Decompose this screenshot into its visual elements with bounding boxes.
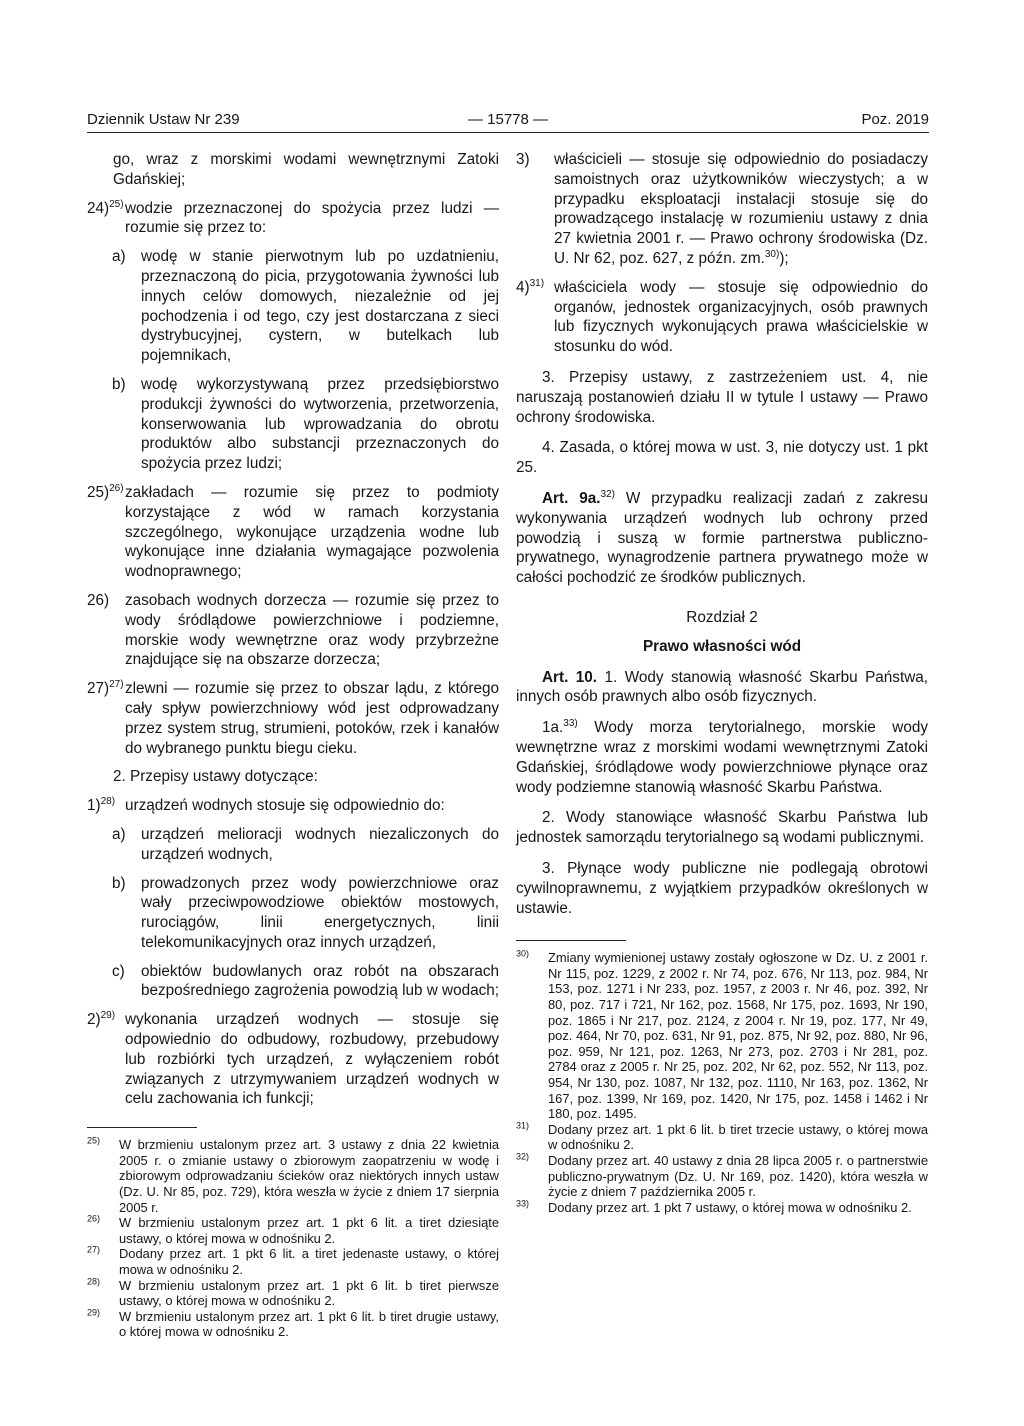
footnote-27 bbox=[87, 1246, 499, 1277]
item-text: urządzeń wodnych stosuje się odpowiednio do: bbox=[125, 797, 445, 815]
footnote-ref: 31) bbox=[529, 277, 545, 289]
footnote-text: W brzmieniu ustalonym przez art. 3 ustawy z dnia 22 kwietnia 2005 r. o zmianie ustawy o zbiorowym zaopatrzeniu w wodę i zbiorowym odprowadzaniu ścieków oraz niektórych innych ustaw (Dz. U. Nr 85, poz. 729), która weszła w życie z dniem 17 sierpnia 2005 r. bbox=[119, 1137, 499, 1215]
footnote-text: W brzmieniu ustalonym przez art. 1 pkt 6 lit. b tiret drugie ustawy, o której mowa w odnośniku 2. bbox=[119, 1308, 499, 1340]
item-25 bbox=[87, 483, 499, 582]
section-label: 1a. bbox=[542, 719, 564, 737]
footnote-number: 25) bbox=[87, 1135, 101, 1146]
section-2: 2. Przepisy ustawy dotyczące: bbox=[113, 768, 318, 786]
item-text: wodę w stanie pierwotnym lub po uzdatnieniu, przeznaczoną do picia, przygotowania żywności lub innych celów domowych, niezależnie od jej pochodzenia i od tego, czy jest dostarczana z sieci dystrybucyjnej, cystern, w butelkach lub pojemnikach, bbox=[141, 248, 499, 365]
item-number: 2) bbox=[87, 1011, 101, 1029]
left-column bbox=[87, 150, 499, 1340]
footnote-ref: 26) bbox=[109, 482, 124, 494]
item-27 bbox=[87, 679, 499, 758]
page-number: — 15778 — bbox=[467, 111, 549, 128]
footnote-29 bbox=[87, 1309, 499, 1340]
footnote-number: 27) bbox=[87, 1245, 101, 1256]
item-letter: c) bbox=[112, 962, 125, 980]
position-number: Poz. 2019 bbox=[861, 111, 929, 128]
item-text: wodzie przeznaczonej do spożycia przez ludzi — rozumie się przez to: bbox=[125, 199, 499, 237]
footnote-text: Dodany przez art. 1 pkt 6 lit. a tiret jedenaste ustawy, o której mowa w odnośniku 2. bbox=[119, 1246, 499, 1278]
item-text: urządzeń melioracji wodnych niezaliczonych do urządzeń wodnych, bbox=[141, 825, 499, 863]
continuation-text: go, wraz z morskimi wodami wewnętrznymi Zatoki Gdańskiej; bbox=[113, 151, 499, 188]
item-text: zasobach wodnych dorzecza — rozumie się przez to wody śródlądowe powierzchniowe i podziemne, morskie wody wewnętrzne oraz wody przybrzeżne znajdujące się na obszarze dorzecza; bbox=[125, 591, 499, 669]
footnote-number: 28) bbox=[87, 1276, 101, 1287]
footnote-text: Dodany przez art. 1 pkt 6 lit. b tiret trzecie ustawy, o której mowa w odnośniku 2. bbox=[548, 1121, 928, 1153]
article-label: Art. 9a. bbox=[542, 489, 601, 507]
footnotes-right bbox=[516, 940, 928, 1215]
item-number: 27) bbox=[87, 680, 110, 698]
item-text: właścicieli — stosuje się odpowiednio do posiadaczy samoistnych oraz użytkowników wieczystych; a w przypadku eksploatacji instalacji stosuje się do prowadzącego instalację w rozumieniu ustawy z dnia 27 kwietnia 2001 r. — Prawo ochrony środowiska (Dz. U. Nr 62, poz. 627, z późn. zm. bbox=[554, 151, 928, 267]
item-24 bbox=[87, 199, 499, 239]
footnote-ref: 33) bbox=[563, 718, 578, 730]
footnote-number: 26) bbox=[87, 1213, 101, 1224]
item-letter: b) bbox=[112, 375, 126, 393]
item-number: 24) bbox=[87, 199, 110, 217]
item-text: wykonania urządzeń wodnych — stosuje się odpowiednio do odbudowy, rozbudowy, przebudowy lub rozbiórki tych urządzeń, z wyłączeniem robót związanych z utrzymywaniem urządzeń wodnych w celu zachowania ich funkcji; bbox=[125, 1011, 499, 1108]
footnote-32 bbox=[516, 1153, 928, 1200]
article-text: 1. Wody stanowią własność Skarbu Państwa, innych osób prawnych albo osób fizycznych. bbox=[516, 668, 928, 706]
item-number: 4) bbox=[516, 278, 530, 296]
item-text: zlewni — rozumie się przez to obszar lądu, z którego cały spływ powierzchniowy wód jest odprowadzany przez system strug, strumieni, potoków, rzek i kanałów do wybranego punktu biegu cieku. bbox=[125, 680, 499, 757]
footnote-ref: 25) bbox=[109, 198, 124, 210]
footnote-text: Dodany przez art. 1 pkt 7 ustawy, o której mowa w odnośniku 2. bbox=[548, 1199, 912, 1215]
footnotes-left bbox=[87, 1127, 499, 1340]
footnote-30 bbox=[516, 950, 928, 1122]
chapter-title: Prawo własności wód bbox=[642, 637, 802, 655]
footnote-number: 33) bbox=[516, 1198, 530, 1209]
item-text: zakładach — rozumie się przez to podmioty korzystające z wód w ramach korzystania szczególnego, wykonujące urządzenia wodne lub wykonujące inne działania wymagające pozwolenia wodnoprawnego; bbox=[125, 483, 499, 581]
footnote-number: 31) bbox=[516, 1120, 530, 1131]
item-text: obiektów budowlanych oraz robót na obszarach bezpośredniego zagrożenia powodzią lub w wodach; bbox=[141, 962, 500, 1000]
footnote-rule bbox=[87, 1127, 197, 1128]
item-number: 3) bbox=[516, 151, 530, 168]
footnote-33 bbox=[516, 1200, 928, 1216]
item-24a bbox=[87, 247, 499, 366]
item-number: 25) bbox=[87, 483, 110, 501]
chapter-number: Rozdział 2 bbox=[686, 608, 758, 626]
footnote-28 bbox=[87, 1278, 499, 1309]
right-column bbox=[516, 150, 928, 1215]
footnote-text: Dodany przez art. 40 ustawy z dnia 28 lipca 2005 r. o partnerstwie publiczno-prywatnym (Dz. U. Nr 169, poz. 1420), która weszła w życie z dniem 7 października 2005 r. bbox=[548, 1153, 928, 1200]
item-text: wodę wykorzystywaną przez przedsiębiorstwo produkcji żywności do wytworzenia, przetworzenia, konserwowania lub wprowadzania do obrotu produktów albo substancji przeznaczonych do spożycia przez ludzi; bbox=[141, 375, 499, 473]
footnote-rule bbox=[516, 940, 626, 941]
section-text: Wody morza terytorialnego, morskie wody wewnętrzne wraz z morskimi wodami wewnętrznymi Zatoki Gdańskiej, śródlądowe wody powierzchniowe płynące oraz wody podziemne stanowią własność Skarbu Państwa. bbox=[516, 719, 928, 796]
item-2-1c bbox=[87, 962, 499, 1002]
item-2-1 bbox=[87, 796, 499, 816]
footnote-ref: 27) bbox=[109, 679, 124, 691]
article-text: W przypadku realizacji zadań z zakresu wykonywania urządzeń wodnych lub ochrony przed powodzią i suszą w formie partnerstwa publiczno-prywatnego, wynagrodzenie partnera prywatnego może w całości pochodzić ze środków publicznych. bbox=[516, 489, 928, 587]
item-text-end: ); bbox=[779, 249, 789, 267]
item-text: właściciela wody — stosuje się odpowiednio do organów, jednostek organizacyjnych, osób prawnych lub fizycznych wykonujących prawa właścicielskie w stosunku do wód. bbox=[554, 278, 928, 356]
item-2-3 bbox=[516, 150, 928, 269]
item-number: 26) bbox=[87, 591, 110, 609]
item-24b bbox=[87, 375, 499, 474]
footnote-text: W brzmieniu ustalonym przez art. 1 pkt 6 lit. a tiret dziesiąte ustawy, o której mowa w odnośniku 2. bbox=[119, 1215, 499, 1246]
footnote-number: 30) bbox=[516, 949, 530, 959]
item-2-1b bbox=[87, 874, 499, 953]
item-2-1a bbox=[87, 825, 499, 865]
article-10-1a bbox=[516, 718, 928, 797]
item-letter: a) bbox=[112, 825, 126, 843]
footnote-ref: 32) bbox=[600, 488, 615, 500]
footnote-text: Zmiany wymienionej ustawy zostały ogłoszone w Dz. U. z 2001 r. Nr 115, poz. 1229, z 2002 r. Nr 74, poz. 676, Nr 113, poz. 984, Nr 153, poz. 1271 i Nr 233, poz. 1957, z 2003 r. Nr 46, poz. 392, Nr 80, poz. 717 i 721, Nr 162, poz. 1568, Nr 175, poz. 1693, Nr 190, poz. 1865 i Nr 217, poz. 2124, z 2004 r. Nr 19, poz. 177, Nr 49, poz. 464, Nr 70, poz. 631, Nr 91, poz. 875, Nr 92, poz. 880, Nr 96, poz. 959, Nr 121, poz. 1263, Nr 273, poz. 2703 i Nr 281, poz. 2784 oraz z 2005 r. Nr 25, poz. 202, Nr 62, poz. 552, Nr 113, poz. 954, Nr 130, poz. 1087, Nr 132, poz. 1110, Nr 163, poz. 1362, Nr 167, poz. 1399, Nr 169, poz. 1420, Nr 175, poz. 1458 i 1462 i Nr 180, poz. 1495. bbox=[548, 950, 928, 1122]
footnote-ref: 30) bbox=[764, 248, 780, 260]
article-10-3: 3. Płynące wody publiczne nie podlegają obrotowi cywilnoprawnemu, z wyjątkiem przypadków określonych w ustawie. bbox=[516, 859, 928, 917]
footnote-number: 29) bbox=[87, 1307, 101, 1318]
journal-title: Dziennik Ustaw Nr 239 bbox=[87, 111, 240, 128]
footnote-number: 32) bbox=[516, 1151, 530, 1162]
footnote-31 bbox=[516, 1122, 928, 1153]
item-2-2 bbox=[87, 1010, 499, 1109]
page-header bbox=[87, 111, 929, 131]
footnote-text: W brzmieniu ustalonym przez art. 1 pkt 6 lit. b tiret pierwsze ustawy, o której mowa w odnośniku 2. bbox=[119, 1277, 499, 1309]
footnote-ref: 29) bbox=[100, 1010, 116, 1022]
section-4: 4. Zasada, o której mowa w ust. 3, nie dotyczy ust. 1 pkt 25. bbox=[516, 439, 928, 477]
item-2-4 bbox=[516, 278, 928, 357]
footnote-ref: 28) bbox=[100, 796, 116, 808]
section-3: 3. Przepisy ustawy, z zastrzeżeniem ust. 4, nie naruszają postanowień działu II w tytule I ustawy — Prawo ochrony środowiska. bbox=[516, 368, 928, 426]
item-number: 1) bbox=[87, 797, 101, 815]
header-rule bbox=[87, 132, 929, 133]
article-label: Art. 10. bbox=[542, 668, 598, 686]
item-26 bbox=[87, 591, 499, 670]
item-letter: b) bbox=[112, 874, 126, 892]
item-text: prowadzonych przez wody powierzchniowe oraz wały przeciwpowodziowe obiektów mostowych, rurociągów, linii energetycznych, linii telekomunikacyjnych oraz innych urządzeń, bbox=[141, 874, 499, 951]
article-10 bbox=[516, 668, 928, 708]
item-letter: a) bbox=[112, 248, 126, 266]
footnote-25 bbox=[87, 1137, 499, 1215]
article-10-2: 2. Wody stanowiące własność Skarbu Państwa lub jednostek samorządu terytorialnego są wodami publicznymi. bbox=[516, 809, 928, 847]
footnote-26 bbox=[87, 1215, 499, 1246]
article-9a bbox=[516, 489, 928, 588]
